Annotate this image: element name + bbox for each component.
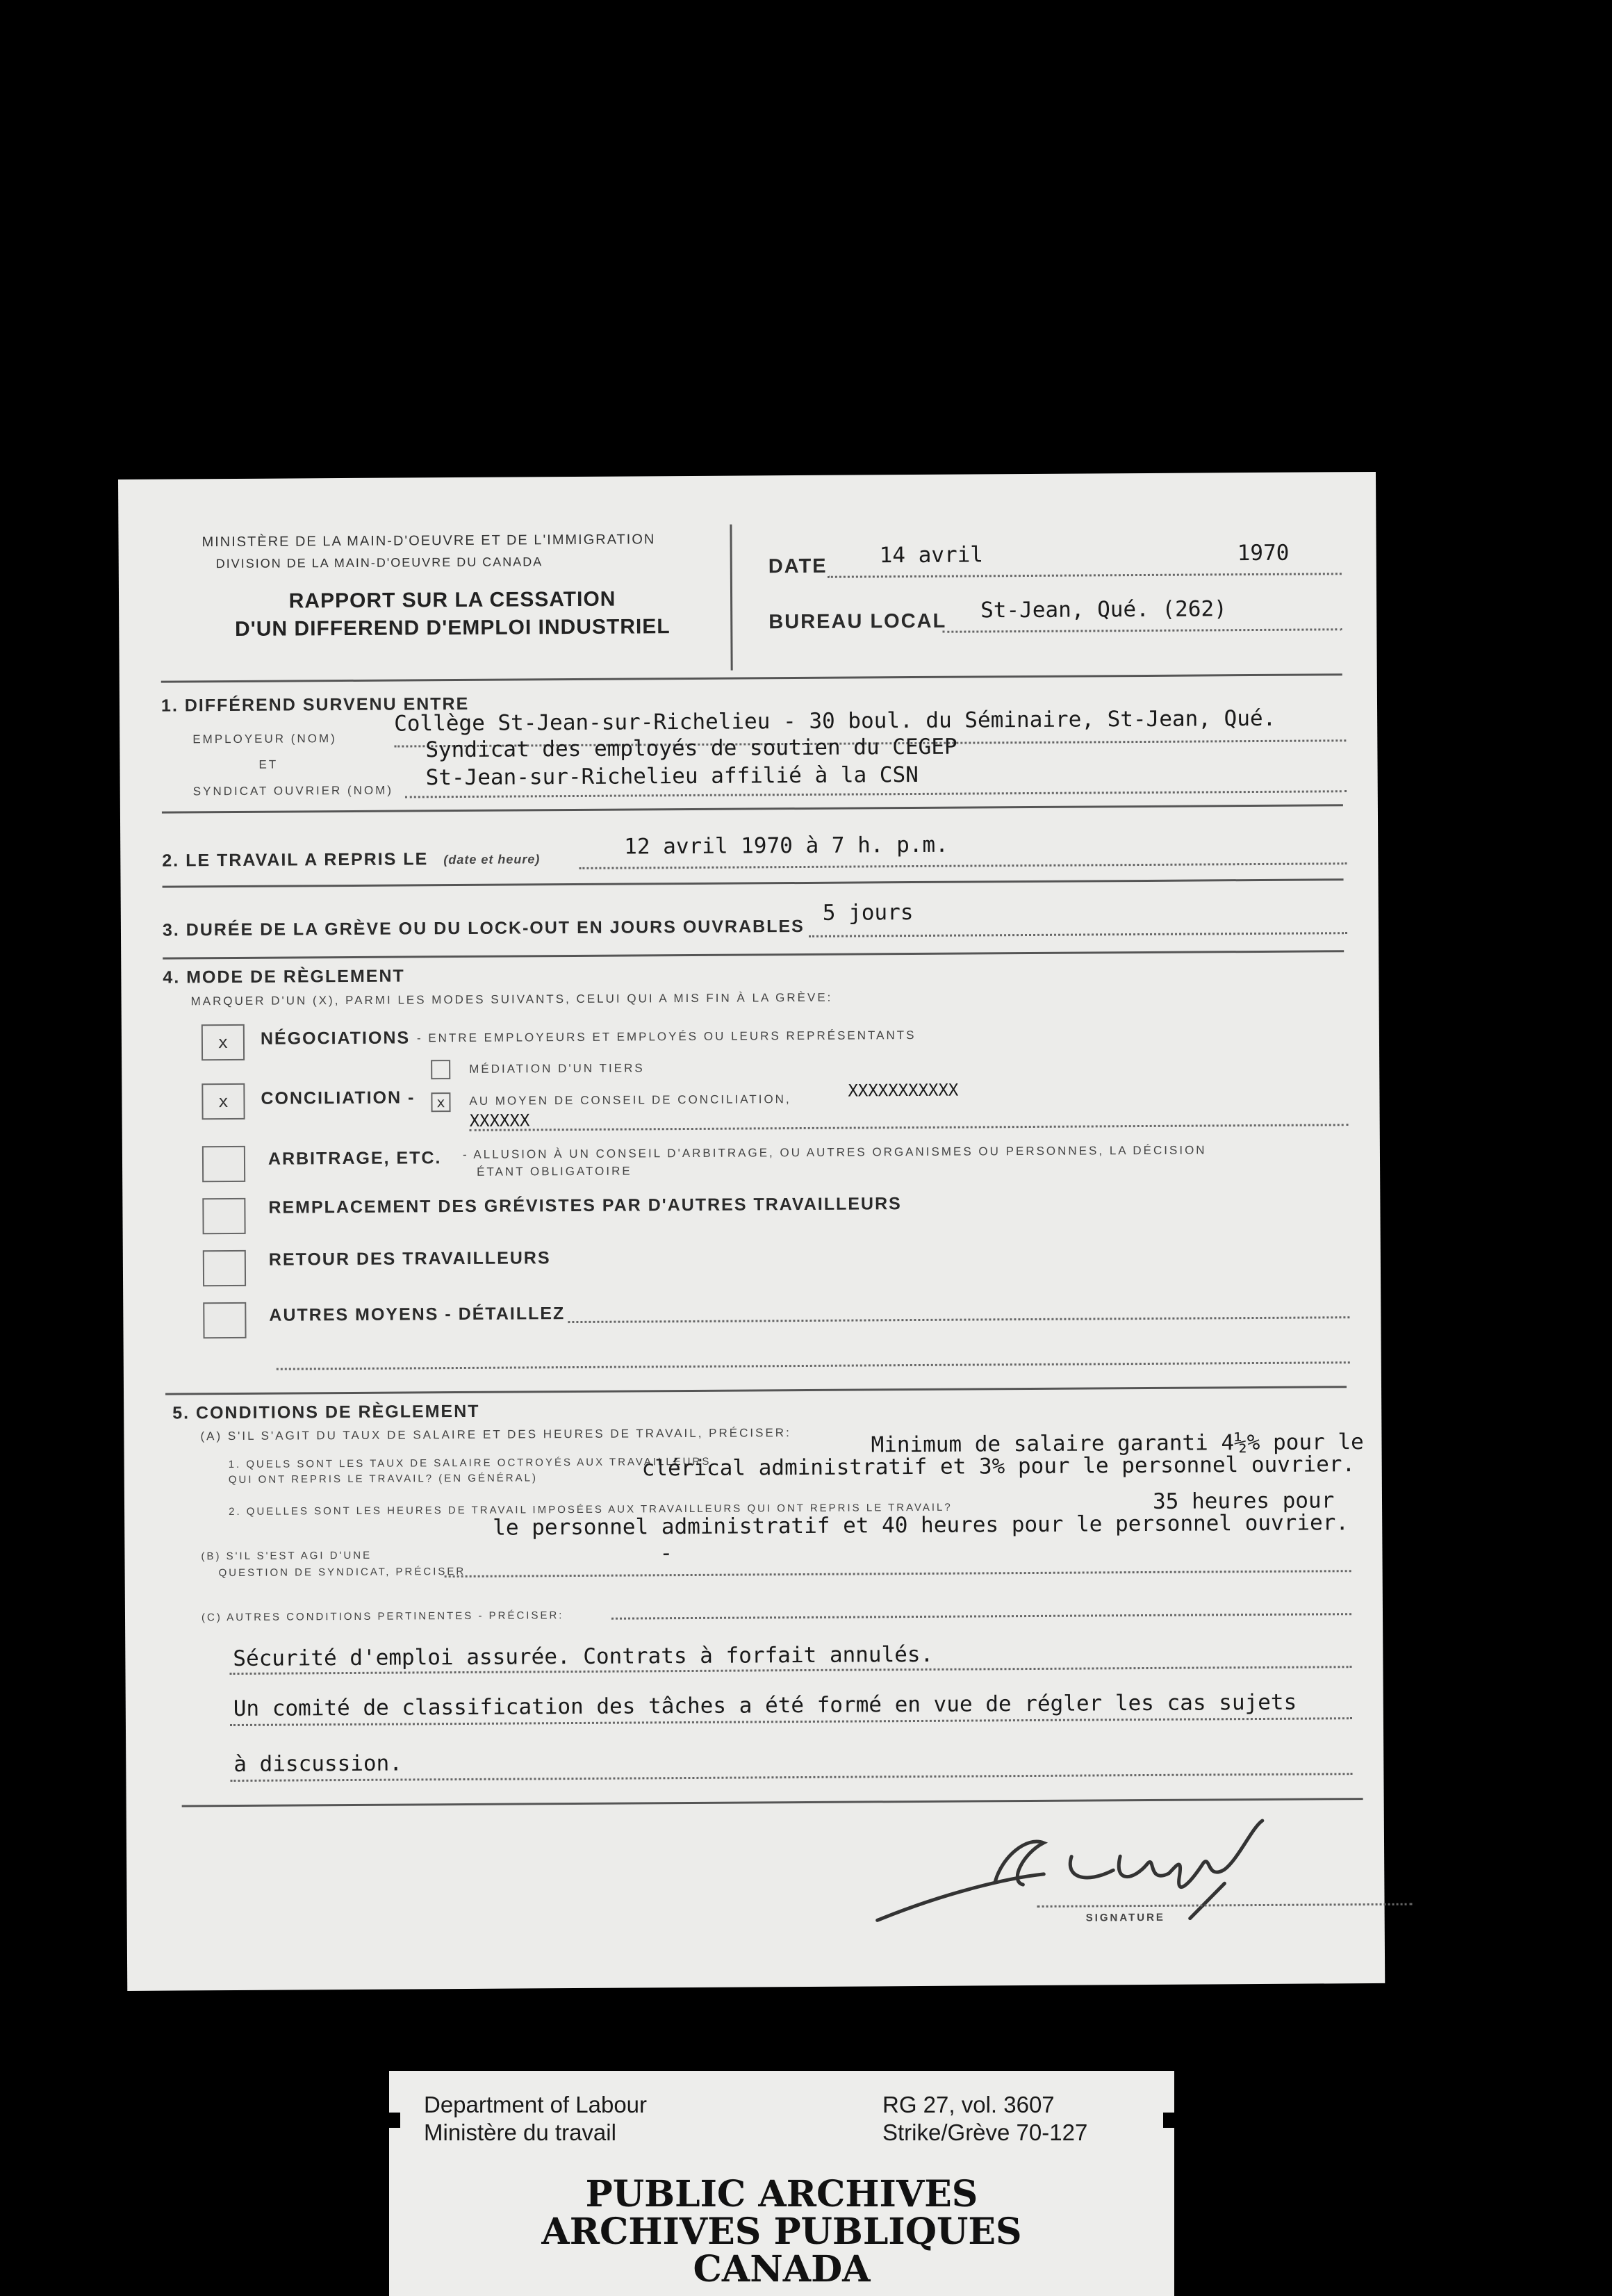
section2-note: (date et heure) <box>443 852 541 867</box>
option-autres: AUTRES MOYENS - DÉTAILLEZ <box>269 1304 566 1325</box>
public-archives-fr: ARCHIVES PUBLIQUES <box>541 2211 1022 2253</box>
handwritten-signature <box>863 1814 1294 1928</box>
rule-2 <box>162 804 1343 813</box>
section2-dotted-line <box>579 862 1347 869</box>
q1-line1: 1. QUELS SONT LES TAUX DE SALAIRE OCTROYÉS AUX TRAVAILLEURS <box>228 1455 712 1471</box>
bureau-value[interactable]: St-Jean, Qué. (262) <box>980 596 1227 623</box>
bureau-dotted-line <box>942 628 1342 633</box>
duration-value[interactable]: 5 jours <box>822 900 914 926</box>
date-value[interactable]: 14 avril <box>879 542 984 568</box>
union-value-line1[interactable]: Syndicat des employés de soutien du CEGEP <box>425 734 957 763</box>
checkbox-mediation[interactable] <box>431 1060 450 1079</box>
section3-label: 3. DURÉE DE LA GRÈVE OU DU LOCK-OUT EN JOURS OUVRABLES <box>162 916 805 940</box>
report-form <box>118 472 1385 1991</box>
q2-answer-line1[interactable]: 35 heures pour <box>1152 1488 1335 1514</box>
union-value-line2[interactable]: St-Jean-sur-Richelieu affilié à la CSN <box>425 762 919 791</box>
option-arbitrage-note: - ALLUSION À UN CONSEIL D'ARBITRAGE, OU AUTRES ORGANISMES OU PERSONNES, LA DÉCISION <box>462 1143 1207 1161</box>
checkbox-arbitrage[interactable] <box>202 1146 245 1182</box>
c-label: (C) AUTRES CONDITIONS PERTINENTES - PRÉCISER: <box>201 1609 564 1624</box>
bureau-label: BUREAU LOCAL <box>768 609 947 634</box>
stamp-notch-right <box>1163 2113 1178 2128</box>
section4-label: 4. MODE DE RÈGLEMENT <box>163 966 405 987</box>
ministry-line1: MINISTÈRE DE LA MAIN-D'OEUVRE ET DE L'IMMIGRATION <box>202 532 656 550</box>
resume-value[interactable]: 12 avril 1970 à 7 h. p.m. <box>624 832 948 860</box>
option-negociations-note: - ENTRE EMPLOYEURS ET EMPLOYÉS OU LEURS REPRÉSENTANTS <box>416 1028 916 1045</box>
q1-answer-line1[interactable]: Minimum de salaire garanti 4½% pour le <box>871 1429 1364 1458</box>
employer-label: EMPLOYEUR (NOM) <box>192 732 337 746</box>
year-value[interactable]: 1970 <box>1237 540 1290 566</box>
title-line2: D'UN DIFFEREND D'EMPLOI INDUSTRIEL <box>234 615 671 641</box>
title-line1: RAPPORT SUR LA CESSATION <box>288 587 616 613</box>
section5-a-label: (A) S'IL S'AGIT DU TAUX DE SALAIRE ET DES HEURES DE TRAVAIL, PRÉCISER: <box>200 1426 791 1443</box>
public-archives-canada: CANADA <box>693 2248 871 2290</box>
b-answer[interactable]: - <box>659 1541 673 1566</box>
et-label: ET <box>258 757 279 771</box>
rule-6 <box>182 1798 1363 1807</box>
c-dotted-line-0 <box>611 1613 1351 1620</box>
option-negociations: NÉGOCIATIONS <box>260 1028 411 1049</box>
b-dotted-line <box>445 1570 1351 1577</box>
c-answer-line3[interactable]: à discussion. <box>233 1750 403 1778</box>
q2-answer-line2[interactable]: le personnel administratif et 40 heures pour le personnel ouvrier. <box>493 1510 1349 1541</box>
q2-label: 2. QUELLES SONT LES HEURES DE TRAVAIL IMPOSÉES AUX TRAVAILLEURS QUI ONT REPRIS LE TRAVAIL? <box>229 1501 953 1518</box>
date-label: DATE <box>768 555 828 578</box>
conciliation-dotted-line <box>470 1124 1349 1131</box>
section1-label: 1. DIFFÉREND SURVENU ENTRE <box>161 694 470 716</box>
archive-stamp <box>389 2071 1174 2296</box>
date-dotted-line <box>828 573 1342 578</box>
rule-1 <box>161 673 1342 682</box>
checkbox-conciliation[interactable]: x <box>202 1083 245 1120</box>
autres-dotted-line-1 <box>568 1316 1349 1323</box>
union-label: SYNDICAT OUVRIER (NOM) <box>192 783 394 798</box>
dept-fr: Ministère du travail <box>424 2119 616 2145</box>
employer-value[interactable]: Collège St-Jean-sur-Richelieu - 30 boul. du Séminaire, St-Jean, Qué. <box>394 705 1276 737</box>
checkbox-negociations[interactable]: x <box>202 1024 245 1060</box>
checkbox-remplacement[interactable] <box>202 1198 245 1234</box>
section5-label: 5. CONDITIONS DE RÈGLEMENT <box>172 1401 480 1423</box>
public-archives-en: PUBLIC ARCHIVES <box>585 2173 978 2215</box>
conciliation-struck: XXXXXXXXXXX <box>848 1080 959 1101</box>
checkbox-conseil[interactable]: x <box>431 1092 450 1112</box>
stamp-notch-left <box>385 2113 400 2128</box>
rule-3 <box>163 878 1344 887</box>
b-label-line1: (B) S'IL S'EST AGI D'UNE <box>201 1549 372 1563</box>
rule-5 <box>165 1386 1347 1395</box>
archive-ref-line1: RG 27, vol. 3607 <box>882 2092 1055 2117</box>
b-label-line2: QUESTION DE SYNDICAT, PRÉCISER <box>218 1565 466 1580</box>
ministry-line2: DIVISION DE LA MAIN-D'OEUVRE DU CANADA <box>215 555 543 571</box>
option-retour: RETOUR DES TRAVAILLEURS <box>268 1248 551 1270</box>
option-conciliation: CONCILIATION - <box>261 1088 416 1108</box>
section2-label: 2. LE TRAVAIL A REPRIS LE <box>162 849 429 871</box>
option-arbitrage-note2: ÉTANT OBLIGATOIRE <box>477 1164 632 1179</box>
archive-ref-line2: Strike/Grève 70-127 <box>882 2119 1088 2145</box>
signature-label: SIGNATURE <box>1085 1911 1165 1924</box>
option-remplacement: REMPLACEMENT DES GRÉVISTES PAR D'AUTRES TRAVAILLEURS <box>268 1194 902 1217</box>
rule-4 <box>163 950 1344 959</box>
autres-dotted-line-2 <box>277 1361 1350 1370</box>
c-answer-line1[interactable]: Sécurité d'emploi assurée. Contrats à forfait annulés. <box>233 1641 934 1672</box>
checkbox-retour[interactable] <box>203 1250 246 1286</box>
section4-instruction: MARQUER D'UN (X), PARMI LES MODES SUIVANTS, CELUI QUI A MIS FIN À LA GRÈVE: <box>190 990 833 1008</box>
section3-dotted-line <box>809 932 1347 937</box>
option-arbitrage: ARBITRAGE, ETC. <box>268 1148 442 1169</box>
header-divider <box>730 525 732 671</box>
q1-answer-line2[interactable]: clérical administratif et 3% pour le personnel ouvrier. <box>641 1452 1356 1482</box>
union-dotted-line <box>405 790 1347 798</box>
q1-line2: QUI ONT REPRIS LE TRAVAIL? (EN GÉNÉRAL) <box>228 1472 538 1486</box>
c-answer-line2[interactable]: Un comité de classification des tâches a été formé en vue de régler les cas sujets <box>233 1689 1297 1722</box>
option-mediation: MÉDIATION D'UN TIERS <box>469 1061 645 1076</box>
option-conseil: AU MOYEN DE CONSEIL DE CONCILIATION, <box>469 1092 791 1108</box>
conciliation-struck2: XXXXXX <box>469 1110 530 1131</box>
dept-en: Department of Labour <box>424 2092 648 2117</box>
checkbox-autres[interactable] <box>203 1302 246 1338</box>
